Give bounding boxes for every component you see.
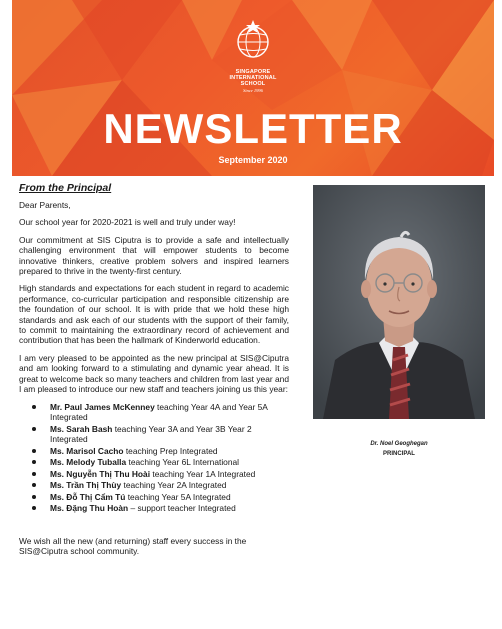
logo-since: Since 1996 (243, 88, 263, 93)
bullet-icon (32, 405, 36, 409)
logo-text: SINGAPORE INTERNATIONAL SCHOOL (229, 69, 277, 87)
paragraph-3: High standards and expectations for each student in regard to academic performance, co-curricular participation and responsible citizenship are the foundation of our school. It is with pride that we hold these high standards and ask each of our students with the support of their family, to commit to maintaining the extraordinary record of achievement and contribution that has been the hallmark of Kinderworld education. (19, 283, 289, 346)
salutation: Dear Parents, (19, 200, 71, 210)
paragraph-4: I am very pleased to be appointed as the new principal at SIS@Ciputra and am looking forward to a stimulating and dynamic year ahead. It is great to welcome back so many teachers and children from last year and I am pleased to introduce our new staff and teachers joining us this year: (19, 352, 289, 395)
staff-item: Ms. Sarah Bash teaching Year 3A and Year 3B Year 2 Integrated (19, 424, 289, 445)
bullet-icon (32, 495, 36, 499)
staff-item: Ms. Melody Tuballa teaching Year 6L International (19, 457, 289, 467)
principal-article (19, 182, 289, 564)
principal-photo (313, 185, 485, 419)
bullet-icon (32, 472, 36, 476)
bullet-icon (32, 506, 36, 510)
principal-portrait-image (313, 185, 485, 419)
staff-item: Ms. Nguyễn Thị Thu Hoài teaching Year 1A Integrated (19, 469, 289, 479)
paragraph-1: Our school year for 2020-2021 is well and truly under way! (19, 217, 236, 228)
school-logo (222, 18, 284, 93)
newsletter-date: September 2020 (218, 155, 288, 165)
bullet-icon (32, 427, 36, 431)
staff-item: Ms. Đỗ Thị Cẩm Tú teaching Year 5A Integrated (19, 492, 289, 502)
newsletter-title: NEWSLETTER (103, 105, 403, 152)
staff-item: Ms. Trần Thị Thùy teaching Year 2A Integrated (19, 480, 289, 490)
staff-item: Mr. Paul James McKenney teaching Year 4A and Year 5A Integrated (19, 402, 289, 423)
photo-caption-name: Dr. Noel Geoghegan (370, 441, 428, 447)
bullet-icon (32, 483, 36, 487)
closing-paragraph: We wish all the new (and returning) staff every success in the SIS@Ciputra school community. (19, 535, 247, 557)
staff-item: Ms. Đặng Thu Hoàn – support teacher Integrated (19, 503, 289, 513)
bullet-icon (32, 449, 36, 453)
paragraph-2: Our commitment at SIS Ciputra is to provide a safe and intellectually challenging environment that will empower students to become innovative thinkers, creative problem solvers and inspired learners prepared to thrive in the twenty-first century. (19, 234, 289, 277)
bullet-icon (32, 460, 36, 464)
new-staff-list (19, 402, 289, 514)
globe-emblem-icon (231, 18, 275, 62)
staff-item: Ms. Marisol Cacho teaching Prep Integrated (19, 446, 289, 456)
photo-caption-title: PRINCIPAL (383, 451, 415, 457)
newsletter-banner (12, 0, 494, 176)
article-heading: From the Principal (19, 182, 112, 194)
